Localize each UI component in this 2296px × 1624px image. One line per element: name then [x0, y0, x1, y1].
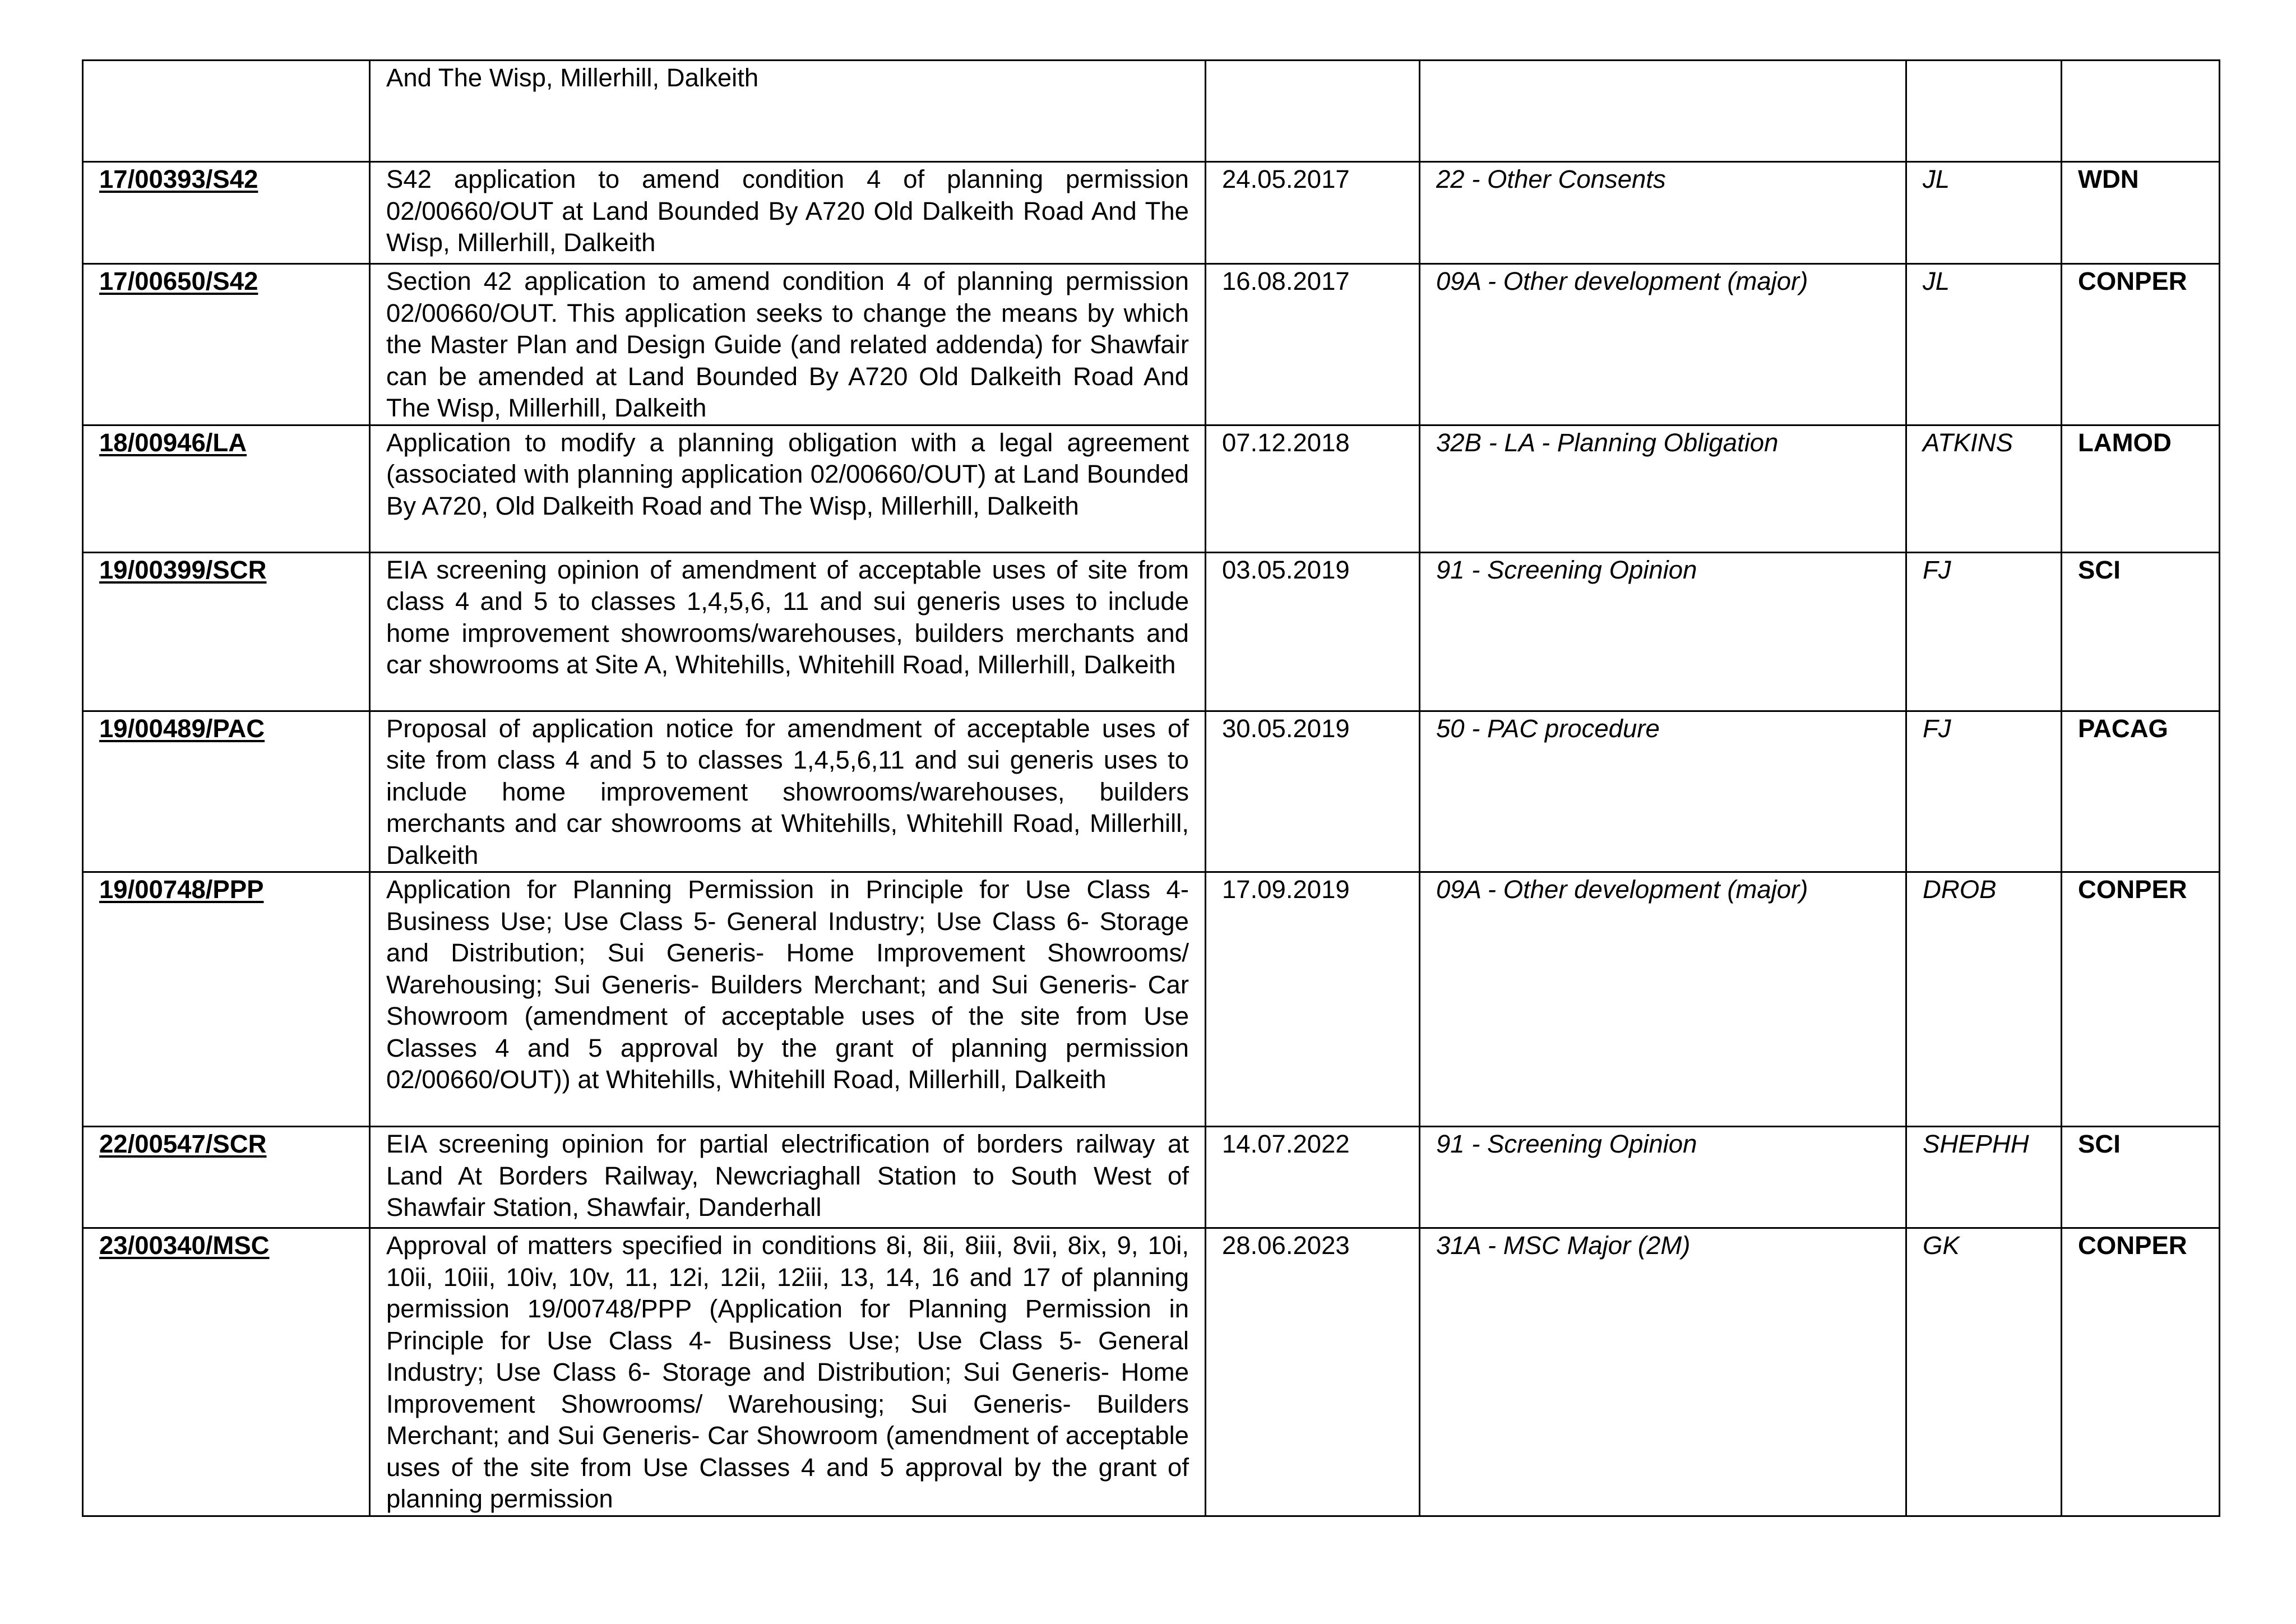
application-reference[interactable]: 18/00946/LA: [83, 425, 370, 552]
application-type: 09A - Other development (major): [1420, 872, 1906, 1127]
decision-code: [2062, 61, 2220, 162]
case-officer: GK: [1906, 1228, 2062, 1516]
application-type: [1420, 61, 1906, 162]
application-description: EIA screening opinion for partial electrification of borders railway at Land At Borders Railway, Newcriaghall Station to South West of Shawfair Station, Shawfair, Danderhall: [370, 1127, 1206, 1228]
application-reference[interactable]: 19/00399/SCR: [83, 552, 370, 711]
application-type: 32B - LA - Planning Obligation: [1420, 425, 1906, 552]
decision-code: LAMOD: [2062, 425, 2220, 552]
application-type: 91 - Screening Opinion: [1420, 1127, 1906, 1228]
application-description: S42 application to amend condition 4 of planning permission 02/00660/OUT at Land Bounded By A720 Old Dalkeith Road And The Wisp, Millerhill, Dalkeith: [370, 162, 1206, 264]
application-type: 91 - Screening Opinion: [1420, 552, 1906, 711]
planning-applications-table: [82, 59, 2220, 1517]
application-description: Proposal of application notice for amendment of acceptable uses of site from class 4 and 5 to classes 1,4,5,6,11 and sui generis uses to include home improvement showrooms/warehouses, builders merchants and car showrooms at Whitehills, Whitehill Road, Millerhill, Dalkeith: [370, 711, 1206, 872]
application-description: Application to modify a planning obligation with a legal agreement (associated with planning application 02/00660/OUT) at Land Bounded By A720, Old Dalkeith Road and The Wisp, Millerhill, Dalkeith: [370, 425, 1206, 552]
application-type: 31A - MSC Major (2M): [1420, 1228, 1906, 1516]
case-officer: JL: [1906, 162, 2062, 264]
decision-code: SCI: [2062, 1127, 2220, 1228]
application-date: 16.08.2017: [1206, 264, 1420, 425]
case-officer: FJ: [1906, 552, 2062, 711]
application-description: Approval of matters specified in conditions 8i, 8ii, 8iii, 8vii, 8ix, 9, 10i, 10ii, 10iii, 10iv, 10v, 11, 12i, 12ii, 12iii, 13, 14, 16 and 17 of planning permission 19/00748/PPP (Application for Planning Permission in Principle for Use Class 4- Business Use; Use Class 5- General Industry; Use Class 6- Storage and Distribution; Sui Generis- Home Improvement Showrooms/ Warehousing; Sui Generis- Builders Merchant; and Sui Generis- Car Showroom (amendment of acceptable uses of the site from Use Classes 4 and 5 approval by the grant of planning permission: [370, 1228, 1206, 1516]
table-row: [83, 1127, 2220, 1228]
table-row: [83, 1228, 2220, 1516]
application-reference[interactable]: 23/00340/MSC: [83, 1228, 370, 1516]
table-row: [83, 61, 2220, 162]
application-reference[interactable]: 19/00489/PAC: [83, 711, 370, 872]
table-row: [83, 425, 2220, 552]
application-reference[interactable]: 22/00547/SCR: [83, 1127, 370, 1228]
application-reference[interactable]: 19/00748/PPP: [83, 872, 370, 1127]
application-date: 30.05.2019: [1206, 711, 1420, 872]
decision-code: CONPER: [2062, 264, 2220, 425]
table-row: [83, 711, 2220, 872]
table-row: [83, 264, 2220, 425]
application-type: 50 - PAC procedure: [1420, 711, 1906, 872]
decision-code: SCI: [2062, 552, 2220, 711]
application-description: EIA screening opinion of amendment of acceptable uses of site from class 4 and 5 to classes 1,4,5,6, 11 and sui generis uses to include home improvement showrooms/warehouses, builders merchants and car showrooms at Site A, Whitehills, Whitehill Road, Millerhill, Dalkeith: [370, 552, 1206, 711]
application-type: 22 - Other Consents: [1420, 162, 1906, 264]
application-date: 17.09.2019: [1206, 872, 1420, 1127]
application-reference: [83, 61, 370, 162]
application-reference[interactable]: 17/00393/S42: [83, 162, 370, 264]
application-date: 03.05.2019: [1206, 552, 1420, 711]
case-officer: SHEPHH: [1906, 1127, 2062, 1228]
table-row: [83, 162, 2220, 264]
case-officer: JL: [1906, 264, 2062, 425]
decision-code: WDN: [2062, 162, 2220, 264]
case-officer: [1906, 61, 2062, 162]
application-date: [1206, 61, 1420, 162]
application-date: 28.06.2023: [1206, 1228, 1420, 1516]
application-description: Section 42 application to amend condition 4 of planning permission 02/00660/OUT. This application seeks to change the means by which the Master Plan and Design Guide (and related addenda) for Shawfair can be amended at Land Bounded By A720 Old Dalkeith Road And The Wisp, Millerhill, Dalkeith: [370, 264, 1206, 425]
application-date: 14.07.2022: [1206, 1127, 1420, 1228]
application-reference[interactable]: 17/00650/S42: [83, 264, 370, 425]
application-date: 24.05.2017: [1206, 162, 1420, 264]
case-officer: ATKINS: [1906, 425, 2062, 552]
application-description: And The Wisp, Millerhill, Dalkeith: [370, 61, 1206, 162]
table-row: [83, 552, 2220, 711]
table-row: [83, 872, 2220, 1127]
case-officer: DROB: [1906, 872, 2062, 1127]
application-type: 09A - Other development (major): [1420, 264, 1906, 425]
decision-code: CONPER: [2062, 872, 2220, 1127]
application-date: 07.12.2018: [1206, 425, 1420, 552]
application-description: Application for Planning Permission in Principle for Use Class 4- Business Use; Use Class 5- General Industry; Use Class 6- Storage and Distribution; Sui Generis- Home Improvement Showrooms/ Warehousing; Sui Generis- Builders Merchant; and Sui Generis- Car Showroom (amendment of acceptable uses of the site from Use Classes 4 and 5 approval by the grant of planning permission 02/00660/OUT)) at Whitehills, Whitehill Road, Millerhill, Dalkeith: [370, 872, 1206, 1127]
case-officer: FJ: [1906, 711, 2062, 872]
decision-code: CONPER: [2062, 1228, 2220, 1516]
decision-code: PACAG: [2062, 711, 2220, 872]
